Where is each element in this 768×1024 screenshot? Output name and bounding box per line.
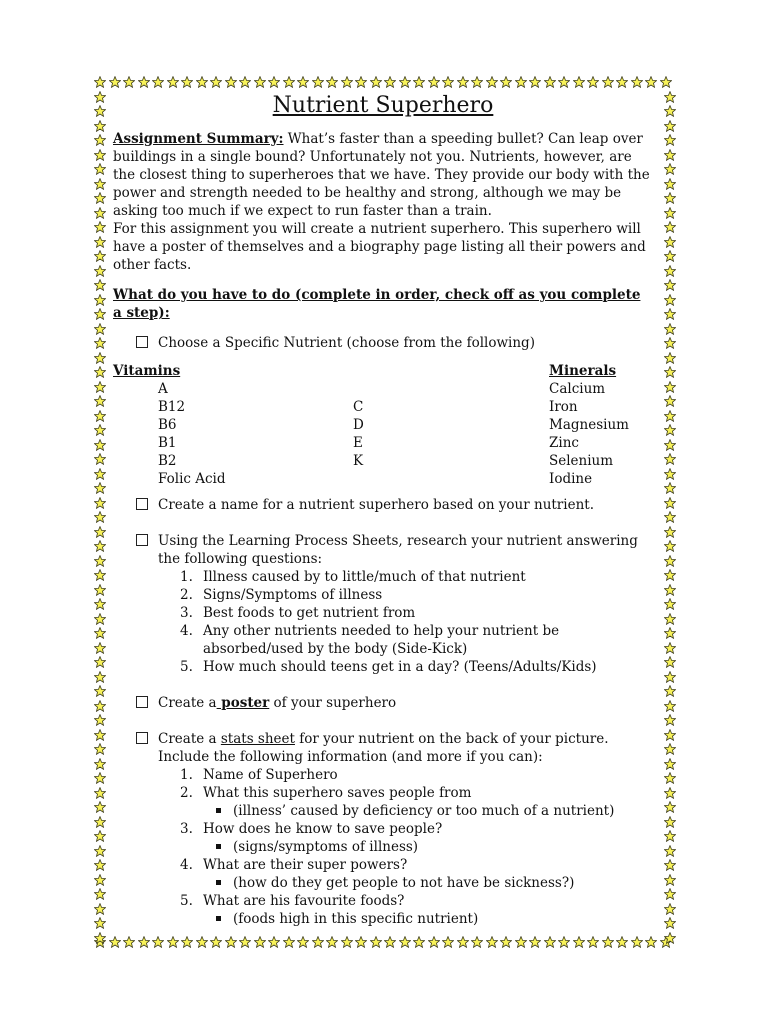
- star-icon: [384, 76, 396, 88]
- step-poster: [113, 694, 653, 712]
- star-icon: [94, 294, 106, 306]
- star-icon: [94, 250, 106, 262]
- star-icon: [664, 497, 676, 509]
- star-icon: [664, 613, 676, 625]
- star-icon: [664, 845, 676, 857]
- star-icon: [399, 936, 411, 948]
- star-icon: [428, 76, 440, 88]
- star-icon: [664, 221, 676, 233]
- star-icon: [664, 627, 676, 639]
- star-icon: [529, 76, 541, 88]
- vitamin-item: B12: [158, 399, 186, 415]
- star-icon: [94, 468, 106, 480]
- star-icon: [94, 917, 106, 929]
- star-icon: [138, 76, 150, 88]
- list-item: [180, 784, 653, 820]
- star-icon: [664, 729, 676, 741]
- vitamins-col-1: [158, 380, 226, 488]
- vitamin-item: B2: [158, 453, 177, 469]
- star-icon: [558, 76, 570, 88]
- assignment-summary: [113, 130, 653, 274]
- star-icon: [370, 936, 382, 948]
- star-icon: [326, 76, 338, 88]
- star-icon: [225, 936, 237, 948]
- star-icon: [94, 787, 106, 799]
- star-icon: [94, 439, 106, 451]
- star-icon: [664, 511, 676, 523]
- star-icon: [94, 758, 106, 770]
- mineral-item: Iron: [549, 399, 578, 415]
- star-icon: [94, 526, 106, 538]
- star-icon: [94, 801, 106, 813]
- star-icon: [558, 936, 570, 948]
- star-icon: [239, 76, 251, 88]
- instructions-heading: What do you have to do (complete in order, check off as you complete a step):: [113, 287, 641, 321]
- star-icon: [94, 366, 106, 378]
- star-icon: [500, 936, 512, 948]
- star-icon: [94, 743, 106, 755]
- star-icon: [181, 76, 193, 88]
- vitamin-item: B6: [158, 417, 177, 433]
- star-icon: [664, 917, 676, 929]
- star-icon: [664, 105, 676, 117]
- star-icon: [94, 192, 106, 204]
- square-bullet-icon: [216, 844, 221, 849]
- star-icon: [109, 936, 121, 948]
- star-icon: [370, 76, 382, 88]
- star-icon: [664, 540, 676, 552]
- checkbox[interactable]: [136, 498, 148, 510]
- list-text: Signs/Symptoms of illness: [203, 587, 383, 603]
- star-icon: [664, 453, 676, 465]
- star-icon: [616, 76, 628, 88]
- star-icon: [664, 265, 676, 277]
- mineral-item: Calcium: [549, 381, 606, 397]
- star-icon: [664, 439, 676, 451]
- star-icon: [664, 381, 676, 393]
- star-icon: [283, 76, 295, 88]
- star-icon: [664, 743, 676, 755]
- vitamin-item: K: [353, 453, 364, 469]
- star-icon: [94, 627, 106, 639]
- star-icon: [239, 936, 251, 948]
- star-icon: [664, 207, 676, 219]
- star-icon: [254, 936, 266, 948]
- star-icon: [94, 584, 106, 596]
- star-icon: [94, 497, 106, 509]
- star-icon: [529, 936, 541, 948]
- sub-list: [203, 874, 653, 892]
- star-icon: [645, 76, 657, 88]
- vitamins-col-2: [353, 398, 364, 470]
- vitamin-item: B1: [158, 435, 177, 451]
- star-icon: [664, 526, 676, 538]
- star-icon: [486, 936, 498, 948]
- nutrient-list: [113, 362, 653, 487]
- star-icon: [664, 366, 676, 378]
- star-icon: [664, 772, 676, 784]
- list-item: [180, 658, 653, 676]
- sub-text: (signs/symptoms of illness): [233, 839, 419, 855]
- star-icon: [442, 936, 454, 948]
- star-icon: [225, 76, 237, 88]
- star-icon: [413, 76, 425, 88]
- star-icon: [660, 76, 672, 88]
- vitamin-item: D: [353, 417, 364, 433]
- list-number: 5.: [180, 893, 193, 909]
- star-icon: [94, 424, 106, 436]
- star-icon: [94, 149, 106, 161]
- step-choose-nutrient: [113, 334, 653, 352]
- star-icon: [587, 936, 599, 948]
- star-icon: [94, 859, 106, 871]
- star-icon: [94, 236, 106, 248]
- sub-item: [233, 874, 653, 892]
- step-research: [113, 532, 653, 676]
- star-icon: [297, 936, 309, 948]
- star-icon: [664, 294, 676, 306]
- vitamins-heading-col: [113, 362, 180, 380]
- star-icon: [664, 149, 676, 161]
- star-icon: [587, 76, 599, 88]
- sub-text: (foods high in this specific nutrient): [233, 911, 479, 927]
- star-icon: [355, 76, 367, 88]
- research-questions: [158, 568, 653, 676]
- star-icon: [457, 936, 469, 948]
- star-icon: [602, 936, 614, 948]
- step-text-line2: Include the following information (and more if you can):: [158, 749, 543, 765]
- star-icon: [210, 76, 222, 88]
- stats-items: [158, 766, 653, 928]
- star-icon: [94, 134, 106, 146]
- list-number: 3.: [180, 605, 193, 621]
- star-icon: [664, 685, 676, 697]
- star-icon: [664, 700, 676, 712]
- star-icon: [152, 936, 164, 948]
- star-icon: [254, 76, 266, 88]
- star-icon: [664, 337, 676, 349]
- sub-text: (how do they get people to not have be sickness?): [233, 875, 575, 891]
- list-item: [180, 586, 653, 604]
- mineral-item: Magnesium: [549, 417, 629, 433]
- star-icon: [210, 936, 222, 948]
- star-icon: [664, 932, 676, 944]
- stats-sheet-term: stats sheet: [220, 731, 295, 747]
- star-icon: [94, 265, 106, 277]
- star-icon: [312, 76, 324, 88]
- star-icon: [138, 936, 150, 948]
- star-icon: [515, 936, 527, 948]
- star-icon: [664, 120, 676, 132]
- worksheet: [113, 92, 653, 928]
- star-icon: [196, 936, 208, 948]
- star-icon: [664, 323, 676, 335]
- star-icon: [94, 76, 106, 88]
- step-text: Choose a Specific Nutrient (choose from the following): [158, 335, 535, 351]
- star-icon: [645, 936, 657, 948]
- star-icon: [94, 540, 106, 552]
- star-icon: [664, 134, 676, 146]
- square-bullet-icon: [216, 808, 221, 813]
- list-text: What are his favourite foods?: [203, 893, 405, 909]
- star-icon: [94, 685, 106, 697]
- star-icon: [664, 714, 676, 726]
- list-item: [180, 604, 653, 622]
- sub-item: [233, 838, 653, 856]
- star-icon: [471, 76, 483, 88]
- list-item: [180, 892, 653, 928]
- minerals-heading: Minerals: [549, 363, 617, 379]
- star-icon: [94, 830, 106, 842]
- star-icon: [664, 569, 676, 581]
- star-icon: [664, 555, 676, 567]
- list-text: How much should teens get in a day? (Teens/Adults/Kids): [203, 659, 597, 675]
- list-item: [180, 820, 653, 856]
- star-icon: [94, 874, 106, 886]
- star-icon: [94, 323, 106, 335]
- star-icon: [94, 410, 106, 422]
- star-icon: [94, 337, 106, 349]
- star-icon: [515, 76, 527, 88]
- star-icon: [109, 76, 121, 88]
- star-icon: [442, 76, 454, 88]
- list-text: What this superhero saves people from: [203, 785, 472, 801]
- step-text-pre: Create a: [158, 695, 217, 711]
- star-icon: [326, 936, 338, 948]
- star-icon: [94, 642, 106, 654]
- star-icon: [664, 468, 676, 480]
- list-item: [180, 622, 653, 658]
- star-icon: [94, 598, 106, 610]
- star-icon: [664, 671, 676, 683]
- star-icon: [664, 642, 676, 654]
- star-icon: [283, 936, 295, 948]
- list-text: Any other nutrients needed to help your nutrient be absorbed/used by the body (Side-Kick): [203, 623, 560, 657]
- star-icon: [399, 76, 411, 88]
- star-icon: [664, 801, 676, 813]
- star-icon: [94, 903, 106, 915]
- list-number: 1.: [180, 569, 193, 585]
- star-icon: [664, 830, 676, 842]
- star-icon: [457, 76, 469, 88]
- star-icon: [664, 816, 676, 828]
- star-icon: [94, 816, 106, 828]
- step-text: Create a name for a nutrient superhero based on your nutrient.: [158, 497, 594, 513]
- star-icon: [123, 936, 135, 948]
- list-text: Illness caused by to little/much of that nutrient: [203, 569, 526, 585]
- summary-text: What’s faster than a speeding bullet? Can leap over buildings in a single bound? Unfortunately not you. Nutrients, however, are the closest thing to superheroes that we have. They provide our body with the power and strength needed to be healthy and strong, although we may be asking too much if we expect to run faster than a train.: [113, 131, 650, 219]
- star-icon: [500, 76, 512, 88]
- star-icon: [355, 936, 367, 948]
- star-icon: [94, 932, 106, 944]
- star-icon: [631, 936, 643, 948]
- star-icon: [664, 874, 676, 886]
- star-icon: [664, 279, 676, 291]
- star-icon: [664, 236, 676, 248]
- checkbox[interactable]: [136, 696, 148, 708]
- star-icon: [664, 178, 676, 190]
- star-icon: [631, 76, 643, 88]
- star-icon: [94, 91, 106, 103]
- summary-label: Assignment Summary:: [113, 131, 284, 147]
- checkbox[interactable]: [136, 336, 148, 348]
- list-item: [180, 766, 653, 784]
- star-icon: [94, 453, 106, 465]
- star-icon: [94, 845, 106, 857]
- star-icon: [94, 381, 106, 393]
- star-icon: [94, 700, 106, 712]
- list-text: How does he know to save people?: [203, 821, 443, 837]
- star-icon: [664, 410, 676, 422]
- star-icon: [664, 656, 676, 668]
- star-icon: [544, 936, 556, 948]
- star-icon: [167, 936, 179, 948]
- star-icon: [123, 76, 135, 88]
- star-icon: [471, 936, 483, 948]
- step-text-post: for your nutrient on the back of your picture.: [294, 731, 609, 747]
- list-text: Best foods to get nutrient from: [203, 605, 416, 621]
- star-icon: [94, 105, 106, 117]
- star-icon: [664, 598, 676, 610]
- step-text-pre: Create a: [158, 731, 221, 747]
- step-create-name: [113, 496, 653, 514]
- star-icon: [664, 163, 676, 175]
- star-icon: [94, 308, 106, 320]
- vitamin-item: C: [353, 399, 364, 415]
- star-icon: [573, 76, 585, 88]
- star-icon: [664, 482, 676, 494]
- star-icon: [94, 613, 106, 625]
- star-icon: [181, 936, 193, 948]
- vitamin-item: A: [158, 381, 168, 397]
- star-icon: [664, 424, 676, 436]
- sub-text: (illness’ caused by deficiency or too much of a nutrient): [233, 803, 615, 819]
- list-number: 5.: [180, 659, 193, 675]
- sub-item: [233, 802, 653, 820]
- list-number: 4.: [180, 857, 193, 873]
- star-icon: [94, 163, 106, 175]
- star-icon: [94, 207, 106, 219]
- star-icon: [94, 178, 106, 190]
- list-item: [180, 856, 653, 892]
- step-text: Using the Learning Process Sheets, research your nutrient answering the following questions:: [158, 533, 638, 567]
- star-icon: [664, 308, 676, 320]
- star-icon: [664, 352, 676, 364]
- mineral-item: Iodine: [549, 471, 593, 487]
- star-icon: [664, 91, 676, 103]
- star-icon: [94, 569, 106, 581]
- star-icon: [664, 584, 676, 596]
- star-icon: [486, 76, 498, 88]
- star-icon: [544, 76, 556, 88]
- vitamin-item: Folic Acid: [158, 471, 226, 487]
- step-text-post: of your superhero: [269, 695, 397, 711]
- list-number: 4.: [180, 623, 193, 639]
- star-icon: [341, 76, 353, 88]
- star-icon: [297, 76, 309, 88]
- star-icon: [664, 888, 676, 900]
- star-icon: [616, 936, 628, 948]
- star-icon: [413, 936, 425, 948]
- list-number: 2.: [180, 587, 193, 603]
- page-title: Nutrient Superhero: [272, 93, 494, 118]
- star-icon: [602, 76, 614, 88]
- star-icon: [268, 76, 280, 88]
- list-text: What are their super powers?: [203, 857, 408, 873]
- minerals-col: [549, 362, 629, 488]
- star-icon: [341, 936, 353, 948]
- vitamins-heading: Vitamins: [113, 363, 181, 379]
- star-icon: [94, 671, 106, 683]
- sub-list: [203, 838, 653, 856]
- star-icon: [94, 395, 106, 407]
- summary-text-2: For this assignment you will create a nutrient superhero. This superhero will have a poster of themselves and a biography page listing all their powers and other facts.: [113, 221, 646, 273]
- star-icon: [664, 859, 676, 871]
- star-icon: [664, 192, 676, 204]
- star-icon: [94, 482, 106, 494]
- sub-item: [233, 910, 653, 928]
- star-icon: [384, 936, 396, 948]
- star-icon: [664, 787, 676, 799]
- vitamin-item: E: [353, 435, 363, 451]
- list-item: [180, 568, 653, 586]
- star-icon: [167, 76, 179, 88]
- square-bullet-icon: [216, 880, 221, 885]
- list-number: 3.: [180, 821, 193, 837]
- star-icon: [664, 395, 676, 407]
- star-icon: [312, 936, 324, 948]
- step-stats-sheet: [113, 730, 653, 928]
- mineral-item: Selenium: [549, 453, 614, 469]
- star-icon: [94, 772, 106, 784]
- star-icon: [196, 76, 208, 88]
- checkbox[interactable]: [136, 534, 148, 546]
- list-number: 1.: [180, 767, 193, 783]
- mineral-item: Zinc: [549, 435, 579, 451]
- sub-list: [203, 910, 653, 928]
- star-icon: [664, 758, 676, 770]
- star-icon: [573, 936, 585, 948]
- list-number: 2.: [180, 785, 193, 801]
- star-icon: [94, 714, 106, 726]
- star-icon: [94, 352, 106, 364]
- sub-list: [203, 802, 653, 820]
- poster-term: poster: [216, 695, 270, 711]
- star-icon: [664, 250, 676, 262]
- star-icon: [428, 936, 440, 948]
- star-icon: [94, 511, 106, 523]
- star-icon: [94, 120, 106, 132]
- star-icon: [664, 903, 676, 915]
- star-icon: [94, 279, 106, 291]
- star-icon: [152, 76, 164, 88]
- star-icon: [94, 656, 106, 668]
- star-icon: [268, 936, 280, 948]
- star-icon: [94, 729, 106, 741]
- star-icon: [94, 888, 106, 900]
- square-bullet-icon: [216, 916, 221, 921]
- star-icon: [94, 555, 106, 567]
- checkbox[interactable]: [136, 732, 148, 744]
- star-icon: [94, 221, 106, 233]
- list-text: Name of Superhero: [203, 767, 338, 783]
